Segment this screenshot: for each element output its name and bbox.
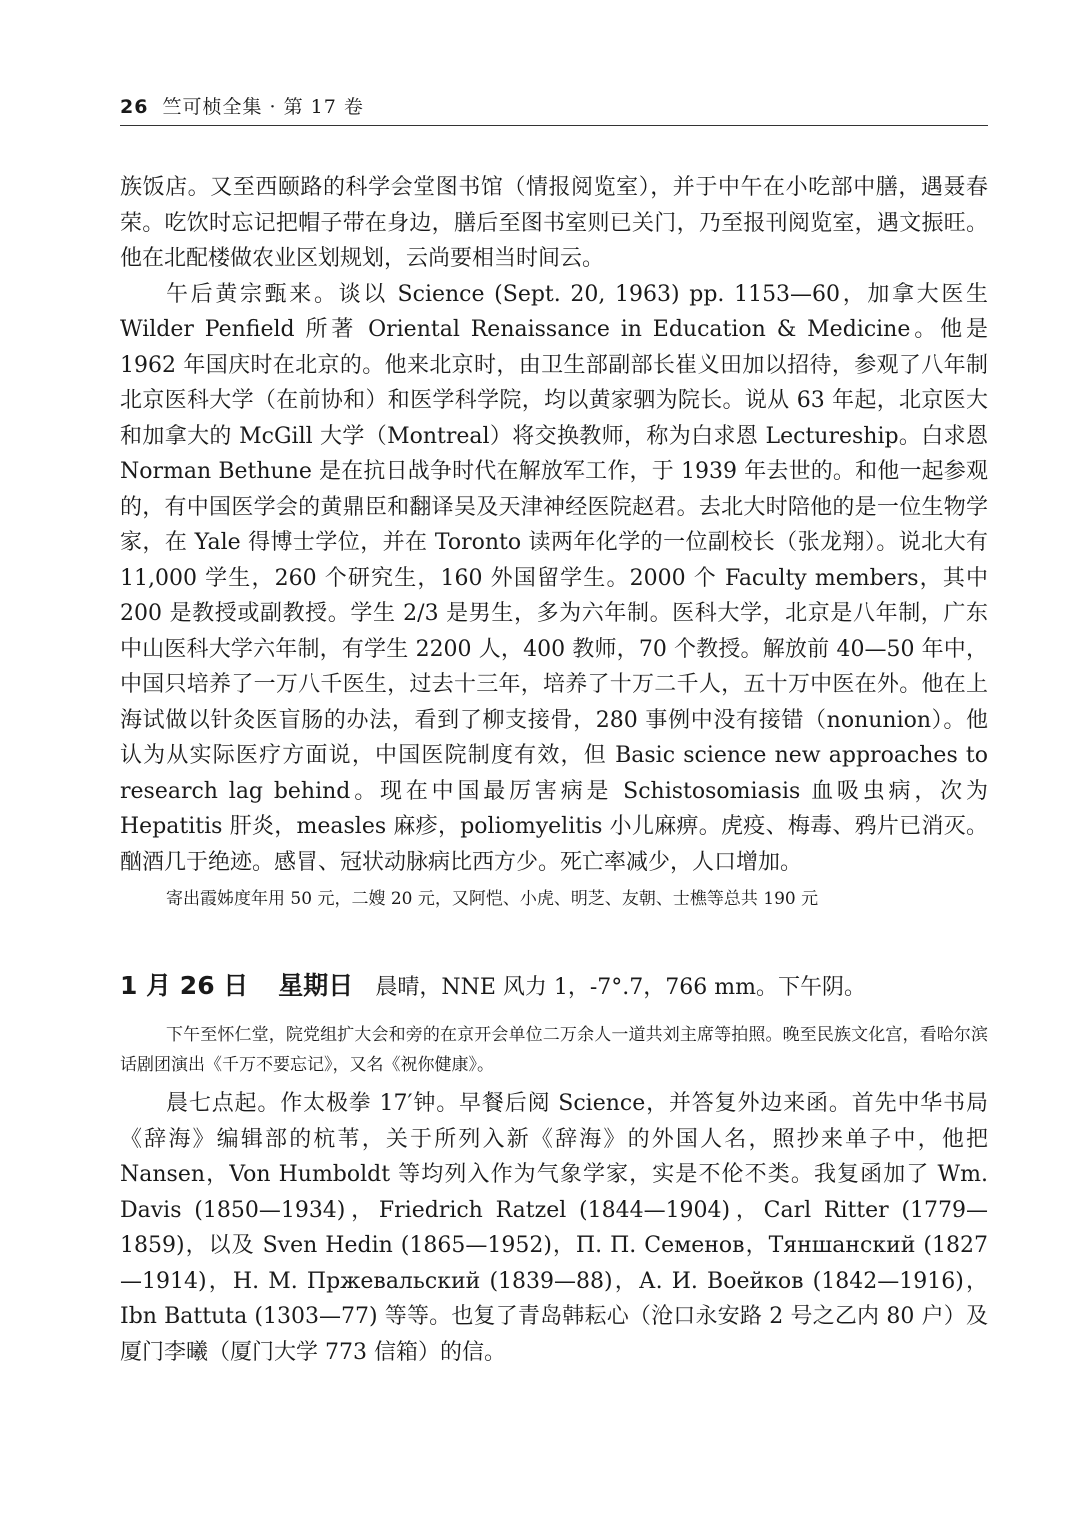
book-title: 竺可桢全集 · 第 17 卷 [162,96,364,118]
entry-weekday: 星期日 [278,971,354,1000]
paragraph-penfield: 午后黄宗甄来。谈以 Science (Sept. 20, 1963) pp. 1153—60，加拿大医生 Wilder Penfield 所著 Oriental Renaissance in Education & Medicine。他是 1962 年国庆时在北京的。他来北京时，由卫生部副部长崔义田加以招待，参观了八年制北京医科大学（在前协和）和医学科学院，均以黄家驷为院长。说从 63 年起，北京医大和加拿大的 McGill 大学（Montreal）将交换教师，称为白求恩 Lectureship。白求恩 Norman Bethune 是在抗日战争时代在解放军工作，于 1939 年去世的。和他一起参观的，有中国医学会的黄鼎臣和翻译吴及天津神经医院赵君。去北大时陪他的是一位生物学家，在 Yale 得博士学位，并在 Toronto 读两年化学的一位副校长（张龙翔）。说北大有 11,000 学生，260 个研究生，160 外国留学生。2000 个 Faculty members，其中 200 是教授或副教授。学生 2/3 是男生，多为六年制。医科大学，北京是八年制，广东中山医科大学六年制，有学生 2200 人，400 教师，70 个教授。解放前 40—50 年中，中国只培养了一万八千医生，过去十三年，培养了十万二千人，五十万中医在外。他在上海试做以针灸医盲肠的办法，看到了柳支接骨，280 事例中没有接错（nonunion）。他认为从实际医疗方面说，中国医院制度有效，但 Basic science new approaches to research lag behind。现在中国最厉害病是 Schistosomiasis 血吸虫病，次为 Hepatitis 肝炎，measles 麻疹，poliomyelitis 小儿麻痹。虎疫、梅毒、鸦片已消灭。酗酒几于绝迹。感冒、冠状动脉病比西方少。死亡率减少，人口增加。 [120,281,988,875]
note-remittance: 寄出霞姊度年用 50 元，二嫂 20 元，又阿恺、小虎、明芝、友朝、士樵等总共 190 元 [166,889,819,909]
page-number: 26 [120,96,149,118]
entry-date: 1 月 26 日 [120,971,249,1000]
running-header [120,92,988,126]
paragraph-morning: 晨七点起。作太极拳 17′钟。早餐后阅 Science，并答复外边来函。首先中华书局《辞海》编辑部的杭苇，关于所列入新《辞海》的外国人名，照抄来单子中，他把 Nansen，Von Humboldt 等均列入作为气象学家，实是不伦不类。我复函加了 Wm. Davis (1850—1934)，Friedrich Ratzel (1844—1904)，Carl Ritter (1779—1859)，以及 Sven Hedin (1865—1952)，П. П. Семенов，Тяншанский (1827—1914)，Н. М. Пржевальский (1839—88)，А. И. Воейков (1842—1916)，Ibn Battuta (1303—77) 等等。也复了青岛韩耘心（沧口永安路 2 号之乙内 80 户）及厦门李曦（厦门大学 773 信箱）的信。 [120,1091,988,1365]
diary-entry-heading [120,966,988,1002]
entry-weather: 晨晴，NNE 风力 1，-7°.7，766 mm。下午阴。 [375,975,866,1000]
paragraph-continued: 族饭店。又至西颐路的科学会堂图书馆（情报阅览室），并于中午在小吃部中膳，遇聂春荣。吃饮时忘记把帽子带在身边，膳后至图书室则已关门，乃至报刊阅览室，遇文振旺。他在北配楼做农业区划规划，云尚要相当时间云。 [120,175,988,271]
note-afternoon: 下午至怀仁堂，院党组扩大会和旁的在京开会单位二万余人一道共刘主席等拍照。晚至民族文化宫，看哈尔滨话剧团演出《千万不要忘记》，又名《祝你健康》。 [120,1025,988,1075]
book-page [120,92,988,1370]
